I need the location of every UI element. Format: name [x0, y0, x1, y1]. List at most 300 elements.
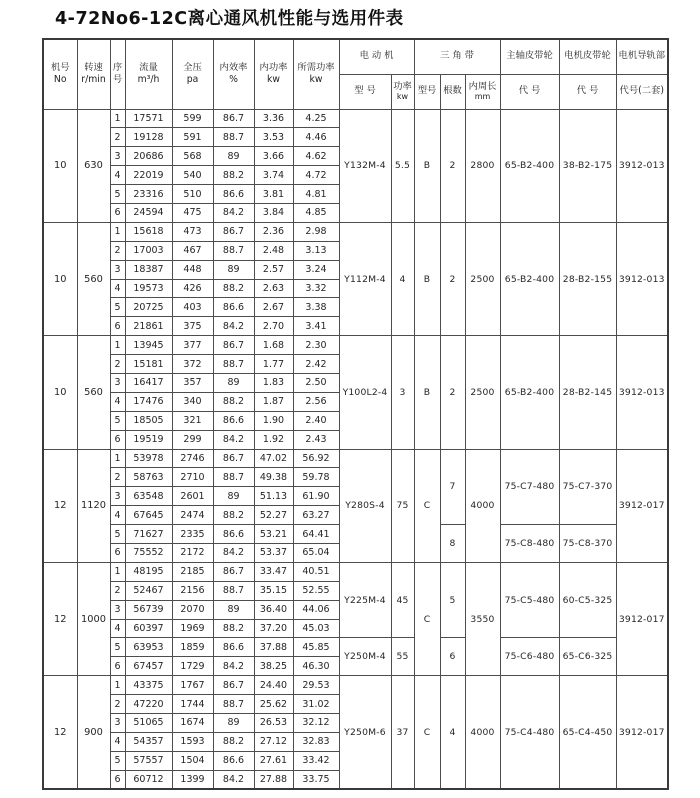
efficiency-cell: 86.7 [213, 676, 254, 695]
pressure-cell: 1859 [172, 638, 213, 657]
seq-cell: 4 [110, 619, 125, 638]
belt-length-cell: 4000 [465, 449, 500, 562]
flow-cell: 19519 [125, 430, 172, 449]
seq-cell: 1 [110, 449, 125, 468]
header-label: 内周长 [468, 80, 497, 92]
flow-cell: 52467 [125, 581, 172, 600]
flow-cell: 48195 [125, 562, 172, 581]
col-header-motor-model: 型 号 [339, 74, 391, 109]
motor-power-cell: 45 [391, 562, 414, 638]
required-power-cell: 31.02 [293, 695, 339, 714]
internal-power-cell: 3.84 [254, 203, 293, 222]
group-header-shaft-pulley: 主轴皮带轮 [500, 39, 559, 74]
efficiency-cell: 88.7 [213, 581, 254, 600]
internal-power-cell: 36.40 [254, 600, 293, 619]
flow-cell: 63548 [125, 487, 172, 506]
seq-cell: 2 [110, 468, 125, 487]
machine-no-cell: 12 [43, 562, 77, 675]
machine-no-cell: 10 [43, 336, 77, 449]
pressure-cell: 1674 [172, 714, 213, 733]
required-power-cell: 4.46 [293, 128, 339, 147]
efficiency-cell: 89 [213, 373, 254, 392]
rail-code-cell: 3912-017 [616, 676, 668, 789]
machine-no-cell: 12 [43, 676, 77, 789]
col-header-speed [77, 39, 110, 109]
pressure-cell: 426 [172, 279, 213, 298]
belt-length-cell: 3550 [465, 562, 500, 675]
shaft-pulley-code-cell: 75-C5-480 [500, 562, 559, 638]
belt-count-cell: 2 [440, 109, 465, 222]
efficiency-cell: 88.2 [213, 279, 254, 298]
efficiency-cell: 84.2 [213, 317, 254, 336]
seq-cell: 5 [110, 185, 125, 204]
internal-power-cell: 33.47 [254, 562, 293, 581]
seq-cell: 4 [110, 279, 125, 298]
motor-power-cell: 3 [391, 336, 414, 449]
internal-power-cell: 24.40 [254, 676, 293, 695]
flow-cell: 47220 [125, 695, 172, 714]
pressure-cell: 2474 [172, 506, 213, 525]
pressure-cell: 2746 [172, 449, 213, 468]
required-power-cell: 3.41 [293, 317, 339, 336]
seq-cell: 3 [110, 260, 125, 279]
required-power-cell: 56.92 [293, 449, 339, 468]
belt-model-cell: C [414, 676, 440, 789]
motor-power-cell: 37 [391, 676, 414, 789]
col-header-shaft-pulley-code: 代 号 [500, 74, 559, 109]
header-unit: m³/h [137, 74, 160, 86]
flow-cell: 54357 [125, 732, 172, 751]
motor-model-cell: Y250M-4 [339, 638, 391, 676]
col-header-motor-power [391, 74, 414, 109]
motor-model-cell: Y280S-4 [339, 449, 391, 562]
flow-cell: 22019 [125, 166, 172, 185]
seq-cell: 4 [110, 392, 125, 411]
required-power-cell: 29.53 [293, 676, 339, 695]
efficiency-cell: 84.2 [213, 770, 254, 789]
seq-cell: 2 [110, 581, 125, 600]
col-header-internal-power [254, 39, 293, 109]
required-power-cell: 3.24 [293, 260, 339, 279]
col-header-belt-length [465, 74, 500, 109]
machine-no-cell: 10 [43, 222, 77, 335]
required-power-cell: 45.85 [293, 638, 339, 657]
header-label: 转速 [84, 61, 103, 73]
flow-cell: 60712 [125, 770, 172, 789]
header-label: 所需功率 [297, 61, 335, 73]
group-header-motor-pulley: 电机皮带轮 [559, 39, 616, 74]
pressure-cell: 2172 [172, 543, 213, 562]
flow-cell: 58763 [125, 468, 172, 487]
belt-length-cell: 2800 [465, 109, 500, 222]
efficiency-cell: 89 [213, 487, 254, 506]
internal-power-cell: 3.74 [254, 166, 293, 185]
speed-cell: 1120 [77, 449, 110, 562]
efficiency-cell: 84.2 [213, 657, 254, 676]
internal-power-cell: 51.13 [254, 487, 293, 506]
pressure-cell: 568 [172, 147, 213, 166]
internal-power-cell: 27.61 [254, 751, 293, 770]
seq-cell: 3 [110, 147, 125, 166]
pressure-cell: 2710 [172, 468, 213, 487]
flow-cell: 19128 [125, 128, 172, 147]
header-label: 序 [112, 61, 123, 73]
speed-cell: 900 [77, 676, 110, 789]
col-header-required-power [293, 39, 339, 109]
seq-cell: 2 [110, 695, 125, 714]
flow-cell: 51065 [125, 714, 172, 733]
internal-power-cell: 53.21 [254, 525, 293, 544]
pressure-cell: 1767 [172, 676, 213, 695]
required-power-cell: 4.85 [293, 203, 339, 222]
belt-model-cell: B [414, 109, 440, 222]
required-power-cell: 59.78 [293, 468, 339, 487]
pressure-cell: 1593 [172, 732, 213, 751]
header-unit: kw [267, 74, 280, 86]
pressure-cell: 510 [172, 185, 213, 204]
seq-cell: 4 [110, 506, 125, 525]
belt-count-cell: 6 [440, 638, 465, 676]
flow-cell: 57557 [125, 751, 172, 770]
internal-power-cell: 27.88 [254, 770, 293, 789]
internal-power-cell: 1.87 [254, 392, 293, 411]
flow-cell: 15181 [125, 355, 172, 374]
pressure-cell: 599 [172, 109, 213, 128]
required-power-cell: 3.13 [293, 241, 339, 260]
shaft-pulley-code-cell: 75-C4-480 [500, 676, 559, 789]
flow-cell: 53978 [125, 449, 172, 468]
shaft-pulley-code-cell: 65-B2-400 [500, 109, 559, 222]
pressure-cell: 448 [172, 260, 213, 279]
belt-count-cell: 8 [440, 525, 465, 563]
flow-cell: 60397 [125, 619, 172, 638]
rail-code-cell: 3912-017 [616, 562, 668, 675]
pressure-cell: 1399 [172, 770, 213, 789]
seq-cell: 3 [110, 373, 125, 392]
motor-model-cell: Y100L2-4 [339, 336, 391, 449]
seq-cell: 6 [110, 203, 125, 222]
efficiency-cell: 86.7 [213, 336, 254, 355]
col-header-seq [110, 39, 125, 109]
efficiency-cell: 88.7 [213, 695, 254, 714]
internal-power-cell: 3.53 [254, 128, 293, 147]
col-header-rail-code: 代号(二套) [616, 74, 668, 109]
pressure-cell: 299 [172, 430, 213, 449]
header-row-1 [43, 39, 668, 74]
required-power-cell: 4.25 [293, 109, 339, 128]
table-row [43, 449, 668, 468]
efficiency-cell: 86.6 [213, 638, 254, 657]
motor-power-cell: 75 [391, 449, 414, 562]
internal-power-cell: 1.68 [254, 336, 293, 355]
header-unit: r/min [81, 74, 106, 86]
required-power-cell: 32.83 [293, 732, 339, 751]
flow-cell: 21861 [125, 317, 172, 336]
header-label: 流量 [139, 61, 158, 73]
seq-cell: 5 [110, 638, 125, 657]
seq-cell: 3 [110, 714, 125, 733]
speed-cell: 560 [77, 222, 110, 335]
internal-power-cell: 37.88 [254, 638, 293, 657]
motor-model-cell: Y225M-4 [339, 562, 391, 638]
required-power-cell: 2.30 [293, 336, 339, 355]
table-row [43, 562, 668, 581]
seq-cell: 6 [110, 430, 125, 449]
pressure-cell: 1729 [172, 657, 213, 676]
seq-cell: 1 [110, 222, 125, 241]
belt-length-cell: 2500 [465, 222, 500, 335]
internal-power-cell: 3.36 [254, 109, 293, 128]
seq-cell: 1 [110, 676, 125, 695]
header-label: 内效率 [219, 61, 248, 73]
internal-power-cell: 2.70 [254, 317, 293, 336]
pressure-cell: 377 [172, 336, 213, 355]
required-power-cell: 2.40 [293, 411, 339, 430]
internal-power-cell: 52.27 [254, 506, 293, 525]
motor-pulley-code-cell: 75-C7-370 [559, 449, 616, 525]
flow-cell: 67645 [125, 506, 172, 525]
internal-power-cell: 1.77 [254, 355, 293, 374]
internal-power-cell: 53.37 [254, 543, 293, 562]
performance-selection-table [42, 38, 669, 790]
efficiency-cell: 84.2 [213, 430, 254, 449]
internal-power-cell: 27.12 [254, 732, 293, 751]
pressure-cell: 2185 [172, 562, 213, 581]
efficiency-cell: 88.7 [213, 128, 254, 147]
efficiency-cell: 88.7 [213, 355, 254, 374]
seq-cell: 5 [110, 411, 125, 430]
required-power-cell: 3.38 [293, 298, 339, 317]
seq-cell: 2 [110, 241, 125, 260]
belt-model-cell: C [414, 449, 440, 562]
flow-cell: 63953 [125, 638, 172, 657]
efficiency-cell: 89 [213, 714, 254, 733]
efficiency-cell: 88.2 [213, 506, 254, 525]
pressure-cell: 340 [172, 392, 213, 411]
efficiency-cell: 88.2 [213, 732, 254, 751]
pressure-cell: 475 [172, 203, 213, 222]
efficiency-cell: 88.2 [213, 392, 254, 411]
table-row [43, 109, 668, 128]
efficiency-cell: 84.2 [213, 203, 254, 222]
internal-power-cell: 1.90 [254, 411, 293, 430]
required-power-cell: 46.30 [293, 657, 339, 676]
shaft-pulley-code-cell: 75-C7-480 [500, 449, 559, 525]
machine-no-cell: 10 [43, 109, 77, 222]
flow-cell: 17571 [125, 109, 172, 128]
flow-cell: 18505 [125, 411, 172, 430]
page-title: 4-72No6-12C离心通风机性能与选用件表 [55, 9, 404, 29]
required-power-cell: 4.81 [293, 185, 339, 204]
belt-count-cell: 7 [440, 449, 465, 525]
header-unit: pa [186, 74, 199, 86]
motor-pulley-code-cell: 75-C8-370 [559, 525, 616, 563]
rail-code-cell: 3912-013 [616, 222, 668, 335]
pressure-cell: 403 [172, 298, 213, 317]
pressure-cell: 2335 [172, 525, 213, 544]
flow-cell: 67457 [125, 657, 172, 676]
header-label: 号 [112, 74, 123, 86]
belt-count-cell: 2 [440, 222, 465, 335]
seq-cell: 6 [110, 770, 125, 789]
col-header-belt-model: 型号 [414, 74, 440, 109]
pressure-cell: 357 [172, 373, 213, 392]
internal-power-cell: 1.83 [254, 373, 293, 392]
belt-count-cell: 4 [440, 676, 465, 789]
pressure-cell: 2601 [172, 487, 213, 506]
belt-model-cell: B [414, 336, 440, 449]
pressure-cell: 467 [172, 241, 213, 260]
efficiency-cell: 84.2 [213, 543, 254, 562]
required-power-cell: 4.72 [293, 166, 339, 185]
pressure-cell: 1504 [172, 751, 213, 770]
seq-cell: 1 [110, 336, 125, 355]
efficiency-cell: 88.2 [213, 619, 254, 638]
motor-model-cell: Y250M-6 [339, 676, 391, 789]
flow-cell: 24594 [125, 203, 172, 222]
table-row [43, 222, 668, 241]
group-header-motor: 电 动 机 [339, 39, 414, 74]
flow-cell: 75552 [125, 543, 172, 562]
flow-cell: 20686 [125, 147, 172, 166]
required-power-cell: 65.04 [293, 543, 339, 562]
internal-power-cell: 49.38 [254, 468, 293, 487]
seq-cell: 3 [110, 600, 125, 619]
header-unit: kw [396, 92, 409, 102]
efficiency-cell: 86.7 [213, 109, 254, 128]
pressure-cell: 2070 [172, 600, 213, 619]
required-power-cell: 2.56 [293, 392, 339, 411]
required-power-cell: 2.98 [293, 222, 339, 241]
flow-cell: 15618 [125, 222, 172, 241]
motor-pulley-code-cell: 28-B2-155 [559, 222, 616, 335]
motor-model-cell: Y112M-4 [339, 222, 391, 335]
efficiency-cell: 86.7 [213, 449, 254, 468]
internal-power-cell: 25.62 [254, 695, 293, 714]
header-unit: kw [309, 74, 323, 86]
required-power-cell: 44.06 [293, 600, 339, 619]
efficiency-cell: 89 [213, 147, 254, 166]
flow-cell: 20725 [125, 298, 172, 317]
group-header-motor-rail: 电机导轨部 [616, 39, 668, 74]
pressure-cell: 321 [172, 411, 213, 430]
efficiency-cell: 86.6 [213, 185, 254, 204]
internal-power-cell: 1.92 [254, 430, 293, 449]
flow-cell: 18387 [125, 260, 172, 279]
efficiency-cell: 86.7 [213, 222, 254, 241]
flow-cell: 71627 [125, 525, 172, 544]
seq-cell: 5 [110, 751, 125, 770]
required-power-cell: 64.41 [293, 525, 339, 544]
header-label: 机号 [50, 61, 70, 73]
internal-power-cell: 3.66 [254, 147, 293, 166]
required-power-cell: 40.51 [293, 562, 339, 581]
col-header-motor-pulley-code: 代 号 [559, 74, 616, 109]
belt-model-cell: C [414, 562, 440, 675]
efficiency-cell: 88.2 [213, 166, 254, 185]
group-header-v-belt: 三 角 带 [414, 39, 500, 74]
internal-power-cell: 38.25 [254, 657, 293, 676]
required-power-cell: 4.62 [293, 147, 339, 166]
efficiency-cell: 86.6 [213, 298, 254, 317]
internal-power-cell: 26.53 [254, 714, 293, 733]
pressure-cell: 372 [172, 355, 213, 374]
col-header-machine-no [43, 39, 77, 109]
pressure-cell: 473 [172, 222, 213, 241]
required-power-cell: 3.32 [293, 279, 339, 298]
table-row [43, 336, 668, 355]
header-unit: % [229, 74, 238, 86]
flow-cell: 23316 [125, 185, 172, 204]
internal-power-cell: 2.67 [254, 298, 293, 317]
motor-pulley-code-cell: 65-C6-325 [559, 638, 616, 676]
required-power-cell: 2.42 [293, 355, 339, 374]
motor-pulley-code-cell: 28-B2-145 [559, 336, 616, 449]
required-power-cell: 52.55 [293, 581, 339, 600]
seq-cell: 1 [110, 109, 125, 128]
header-label: 功率 [393, 80, 412, 92]
internal-power-cell: 35.15 [254, 581, 293, 600]
motor-model-cell: Y132M-4 [339, 109, 391, 222]
header-unit: mm [474, 92, 491, 102]
belt-model-cell: B [414, 222, 440, 335]
table-row [43, 638, 668, 657]
seq-cell: 3 [110, 487, 125, 506]
pressure-cell: 1969 [172, 619, 213, 638]
header-label: 内功率 [259, 61, 288, 73]
internal-power-cell: 2.63 [254, 279, 293, 298]
motor-pulley-code-cell: 65-C4-450 [559, 676, 616, 789]
pressure-cell: 2156 [172, 581, 213, 600]
efficiency-cell: 89 [213, 600, 254, 619]
flow-cell: 16417 [125, 373, 172, 392]
pressure-cell: 540 [172, 166, 213, 185]
seq-cell: 4 [110, 732, 125, 751]
seq-cell: 6 [110, 543, 125, 562]
pressure-cell: 1744 [172, 695, 213, 714]
col-header-belt-count: 根数 [440, 74, 465, 109]
rail-code-cell: 3912-013 [616, 109, 668, 222]
col-header-pressure [172, 39, 213, 109]
speed-cell: 630 [77, 109, 110, 222]
seq-cell: 5 [110, 525, 125, 544]
efficiency-cell: 86.7 [213, 562, 254, 581]
pressure-cell: 591 [172, 128, 213, 147]
required-power-cell: 45.03 [293, 619, 339, 638]
efficiency-cell: 86.6 [213, 751, 254, 770]
motor-pulley-code-cell: 60-C5-325 [559, 562, 616, 638]
motor-power-cell: 4 [391, 222, 414, 335]
motor-pulley-code-cell: 38-B2-175 [559, 109, 616, 222]
seq-cell: 4 [110, 166, 125, 185]
belt-count-cell: 5 [440, 562, 465, 638]
shaft-pulley-code-cell: 75-C8-480 [500, 525, 559, 563]
motor-power-cell: 55 [391, 638, 414, 676]
col-header-flow [125, 39, 172, 109]
shaft-pulley-code-cell: 65-B2-400 [500, 336, 559, 449]
shaft-pulley-code-cell: 75-C6-480 [500, 638, 559, 676]
header-label: 全压 [183, 61, 202, 73]
flow-cell: 19573 [125, 279, 172, 298]
internal-power-cell: 2.36 [254, 222, 293, 241]
rail-code-cell: 3912-013 [616, 336, 668, 449]
required-power-cell: 33.75 [293, 770, 339, 789]
internal-power-cell: 37.20 [254, 619, 293, 638]
shaft-pulley-code-cell: 65-B2-400 [500, 222, 559, 335]
belt-count-cell: 2 [440, 336, 465, 449]
seq-cell: 1 [110, 562, 125, 581]
internal-power-cell: 2.48 [254, 241, 293, 260]
